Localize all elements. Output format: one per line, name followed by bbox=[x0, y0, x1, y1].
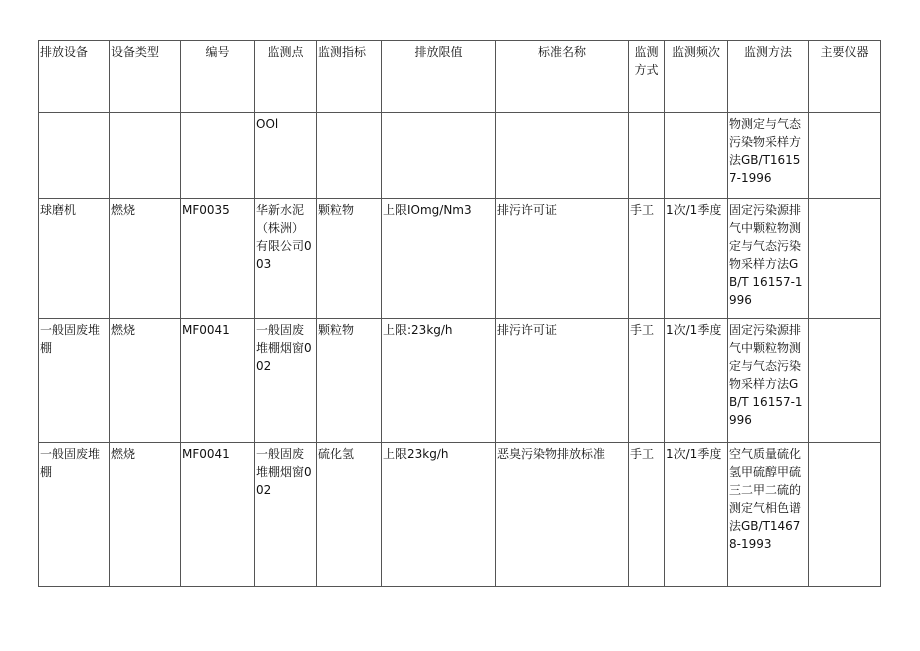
limit-cell: 上限:23kg/h bbox=[382, 319, 496, 443]
method-cell: 物测定与气态污染物采样方法GB/T16157-1996 bbox=[728, 113, 809, 199]
equipment-cell bbox=[39, 113, 110, 199]
type-cell: 燃烧 bbox=[110, 319, 181, 443]
code-cell: MF0041 bbox=[181, 443, 255, 587]
monitoring-table bbox=[38, 40, 881, 587]
equipment-cell: 一般固废堆棚 bbox=[39, 319, 110, 443]
frequency-cell bbox=[665, 113, 728, 199]
header-cell: 主要仪器 bbox=[809, 41, 881, 113]
frequency-cell: 1次/1季度 bbox=[665, 199, 728, 319]
mode-cell: 手工 bbox=[629, 199, 665, 319]
frequency-cell: 1次/1季度 bbox=[665, 443, 728, 587]
header-cell: 监测频次 bbox=[665, 41, 728, 113]
header-cell: 监测点 bbox=[255, 41, 317, 113]
indicator-cell: 颗粒物 bbox=[317, 319, 382, 443]
point-cell: 华新水泥（株洲）有限公司003 bbox=[255, 199, 317, 319]
standard-cell: 排污许可证 bbox=[496, 319, 629, 443]
instrument-cell bbox=[809, 319, 881, 443]
mode-cell: 手工 bbox=[629, 319, 665, 443]
header-cell: 排放设备 bbox=[39, 41, 110, 113]
indicator-cell: 硫化氢 bbox=[317, 443, 382, 587]
header-cell: 编号 bbox=[181, 41, 255, 113]
limit-cell: 上限IOmg/Nm3 bbox=[382, 199, 496, 319]
code-cell: MF0035 bbox=[181, 199, 255, 319]
standard-cell: 恶臭污染物排放标准 bbox=[496, 443, 629, 587]
instrument-cell bbox=[809, 199, 881, 319]
mode-cell bbox=[629, 113, 665, 199]
method-cell: 固定污染源排气中颗粒物测定与气态污染物采样方法GB/T 16157-1996 bbox=[728, 199, 809, 319]
type-cell: 燃烧 bbox=[110, 199, 181, 319]
indicator-cell: 颗粒物 bbox=[317, 199, 382, 319]
header-cell: 监测方法 bbox=[728, 41, 809, 113]
type-cell bbox=[110, 113, 181, 199]
table-row bbox=[39, 319, 881, 443]
header-row bbox=[39, 41, 881, 113]
indicator-cell bbox=[317, 113, 382, 199]
header-cell: 排放限值 bbox=[382, 41, 496, 113]
mode-cell: 手工 bbox=[629, 443, 665, 587]
point-cell: 一般固废堆棚烟窗002 bbox=[255, 319, 317, 443]
standard-cell: 排污许可证 bbox=[496, 199, 629, 319]
code-cell bbox=[181, 113, 255, 199]
frequency-cell: 1次/1季度 bbox=[665, 319, 728, 443]
point-cell: 一般固废堆棚烟窗002 bbox=[255, 443, 317, 587]
table-row bbox=[39, 443, 881, 587]
point-cell: OOl bbox=[255, 113, 317, 199]
header-cell: 监测方式 bbox=[629, 41, 665, 113]
instrument-cell bbox=[809, 113, 881, 199]
limit-cell: 上限23kg∕h bbox=[382, 443, 496, 587]
limit-cell bbox=[382, 113, 496, 199]
header-cell: 设备类型 bbox=[110, 41, 181, 113]
header-cell: 标准名称 bbox=[496, 41, 629, 113]
standard-cell bbox=[496, 113, 629, 199]
instrument-cell bbox=[809, 443, 881, 587]
equipment-cell: 一般固废堆棚 bbox=[39, 443, 110, 587]
table-row bbox=[39, 113, 881, 199]
table-row bbox=[39, 199, 881, 319]
method-cell: 固定污染源排气中颗粒物测定与气态污染物采样方法GB/T 16157-1996 bbox=[728, 319, 809, 443]
equipment-cell: 球磨机 bbox=[39, 199, 110, 319]
method-cell: 空气质量硫化氢甲硫醇甲硫三二甲二硫的测定气相色谱法GB/T14678-1993 bbox=[728, 443, 809, 587]
code-cell: MF0041 bbox=[181, 319, 255, 443]
header-cell: 监测指标 bbox=[317, 41, 382, 113]
type-cell: 燃烧 bbox=[110, 443, 181, 587]
